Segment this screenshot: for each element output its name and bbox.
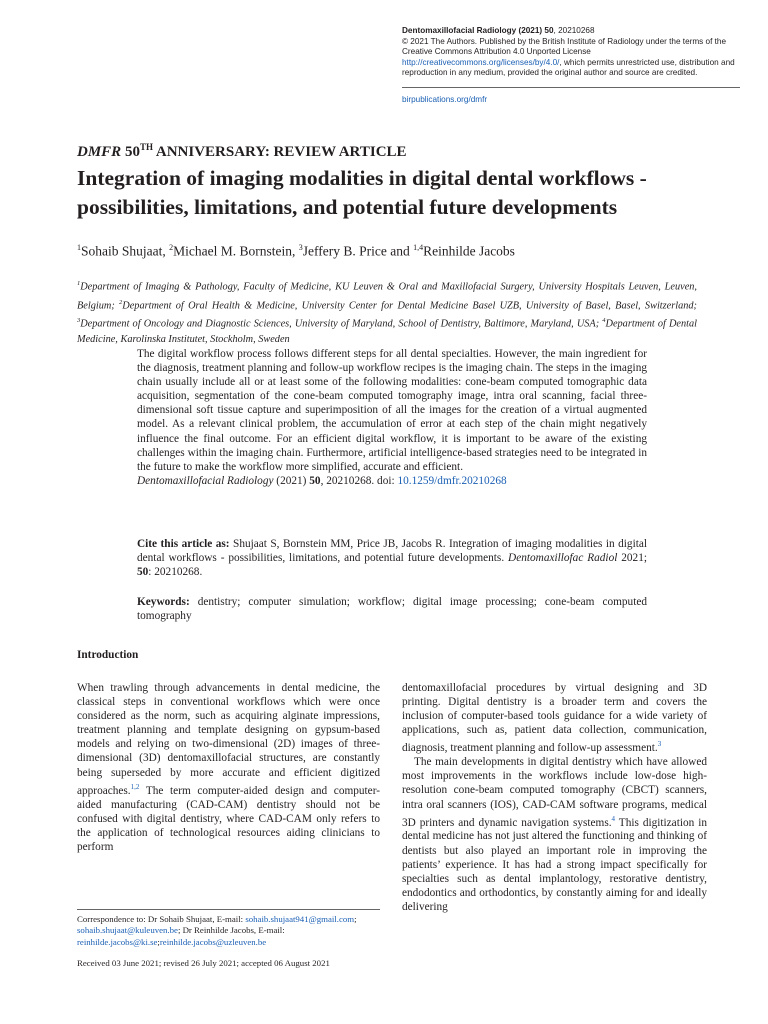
doi-link[interactable]: 10.1259/dmfr.20210268 [397,474,507,487]
abstract-text: The digital workflow process follows different steps for all dental specialties. However, the main ingredient for the diagnosis, treatment planning and follow-up workflow recipes is the imaging chain. The steps in the imaging chain usually include all or at least some of the following modalities: cone-beam computed tomographic data acquisition, segmentation of the cone-beam computed tomography image, intra oral scanning, facial three-dimensional soft tissue capture and superimposition of all the images for the creation of a virtual augmented model. As a relevant clinical problem, the accumulation of error at each step of the chain might negatively influence the final outcome. For an efficient digital workflow, it is important to be aware of the existing challenges within the imaging chain. Furthermore, artificial intelligence-based strategies need to be integrated in the future to make the workflow more simplified, accurate and efficient. [137,348,647,473]
abstract [137,347,647,488]
license-link[interactable]: http://creativecommons.org/licenses/by/4.0/ [402,57,560,67]
correspondence-footnote: Correspondence to: Dr Sohaib Shujaat, E-mail: sohaib.shujaat941@gmail.com; sohaib.shujaat@kuleuven.be; Dr Reinhilde Jacobs, E-mail: reinhilde.jacobs@ki.se;reinhilde.jacobs@uzleuven.be [77,914,357,947]
header-divider [402,87,740,88]
journal-name: Dentomaxillofacial Radiology (2021) [402,26,543,35]
journal-volume: 50 [544,26,554,35]
keywords-text: dentistry; computer simulation; workflow; digital image processing; cone-beam computed tomography [137,596,647,623]
abstract-citation: Dentomaxillofacial Radiology (2021) 50, 20210268. doi: 10.1259/dmfr.20210268 [137,474,507,487]
journal-link-line [402,95,487,105]
paragraph: dentomaxillofacial procedures by virtual designing and 3D printing. Digital dentistry is a broader term and covers the inclusion of computer-based tools guidance for a wide variety of applications, such as, patient data collection, communication, diagnosis, treatment planning and follow-up assessment.$^3$ [402,682,707,755]
reference-link[interactable]: 1,2 [130,782,140,791]
cite-as: Cite this article as: Shujaat S, Bornstein MM, Price JB, Jacobs R. Integration of imaging modalities in digital dental workflows - possibilities, limitations, and potential future developments. Dentomaxillofac Radiol 2021; 50: 20210268. [137,538,647,579]
license-statement: © 2021 The Authors. Published by the British Institute of Radiology under the terms of the Creative Commons Attribution 4.0 Unported License http://creativecommons.org/licenses/by/4.0/, which permits unrestricted use, distribution and reproduction in any medium, provided the original author and source are credited. [402,36,735,78]
footnote-divider [77,909,380,910]
reference-link[interactable]: 4 [611,814,616,823]
cite-as-label: Cite this article as: [137,538,230,550]
reference-link[interactable]: 3 [657,740,662,749]
affiliation: Department of Oral Health & Medicine, University Center for Dental Medicine Basel UZB, University of Basel, Basel, Switzerland; [122,300,697,312]
section-heading-introduction: Introduction [77,649,139,661]
email-link[interactable]: sohaib.shujaat@kuleuven.be [77,925,178,936]
keywords-label: Keywords: [137,596,190,608]
email-link[interactable]: reinhilde.jacobs@ki.se [77,936,158,947]
received-dates: Received 03 June 2021; revised 26 July 2021; accepted 06 August 2021 [77,958,330,968]
keywords [137,595,647,623]
article-number: , 20210268 [553,26,595,35]
affiliation: Department of Imaging & Pathology, Faculty of Medicine, KU Leuven & Oral and Maxillofacial Surgery, University Hospitals Leuven, Leuven, Belgium; [77,281,697,312]
author-name: Jeffery B. Price and [302,243,414,259]
author-name: Reinhilde Jacobs [423,243,515,259]
author-name: Sohaib Shujaat, [81,243,170,259]
journal-abbrev: DMFR [77,144,122,160]
body-column-left: When trawling through advancements in dental medicine, the classical steps in conventional workflows which were once considered as the norm, such as acquiring alginate impressions, treatment planning and template designing on gypsum-based models and relying on two-dimensional (2D) images of three-dimensional (3D) dentomaxillofacial structures, are constantly being superseded by more accurate and efficient digitized approaches.$^{1,2}$ The term computer-aided design and computer-aided manufacturing (CAD-CAM) dentistry should not be confused with digital dentistry, where CAD-CAM only refers to the application of technological resources aiding clinicians to perform [77,682,380,853]
author-list: $^1$Sohaib Shujaat, $^2$Michael M. Bornstein, $^3$Jeffery B. Price and $^{1,4}$Reinhilde Jacobs [77,243,515,259]
journal-citation-line [402,26,740,37]
affiliation: Department of Dental Medicine, Karolinska Institutet, Stockholm, Sweden [77,318,697,346]
affiliation: Department of Oncology and Diagnostic Sciences, University of Maryland, School of Dentistry, Baltimore, Maryland, USA; [80,318,603,330]
journal-link[interactable]: birpublications.org/dmfr [402,95,488,104]
body-column-right [402,681,707,914]
email-link[interactable]: sohaib.shujaat941@gmail.com [245,914,355,924]
journal-header [402,26,740,79]
paragraph: The main developments in digital dentistry which have allowed most improvements in the workflows include low-dose high-resolution cone-beam computed tomography (CBCT) scanners, intra oral scanners (IOS), CAD-CAM software programs, medical 3D printers and dynamic navigation systems.$^4$ This digitization in dental medicine has not just altered the functioning and thinking of dentists but also played an important role in improving the patients’ experience. It has had a strong impact specifically for specialties such as dental implantology, restorative dentistry, endodontics and orthodontics, by constantly aiming for and ideally delivering [402,756,708,913]
article-type: DMFR 50TH ANNIVERSARY: REVIEW ARTICLE [77,142,407,160]
article-title: Integration of imaging modalities in digital dental workflows - possibilities, limitations, and potential future developments [77,166,647,219]
author-name: Michael M. Bornstein, [173,243,299,259]
email-link[interactable]: reinhilde.jacobs@uzleuven.be [159,936,267,947]
affiliations: $^1$Department of Imaging & Pathology, Faculty of Medicine, KU Leuven & Oral and Maxillofacial Surgery, University Hospitals Leuven, Leuven, Belgium; $^2$Department of Oral Health & Medicine, University Center for Dental Medicine Basel UZB, University of Basel, Basel, Switzerland; $^3$Department of Oncology and Diagnostic Sciences, University of Maryland, School of Dentistry, Baltimore, Maryland, USA; $^4$Department of Dental Medicine, Karolinska Institutet, Stockholm, Sweden [77,280,697,346]
